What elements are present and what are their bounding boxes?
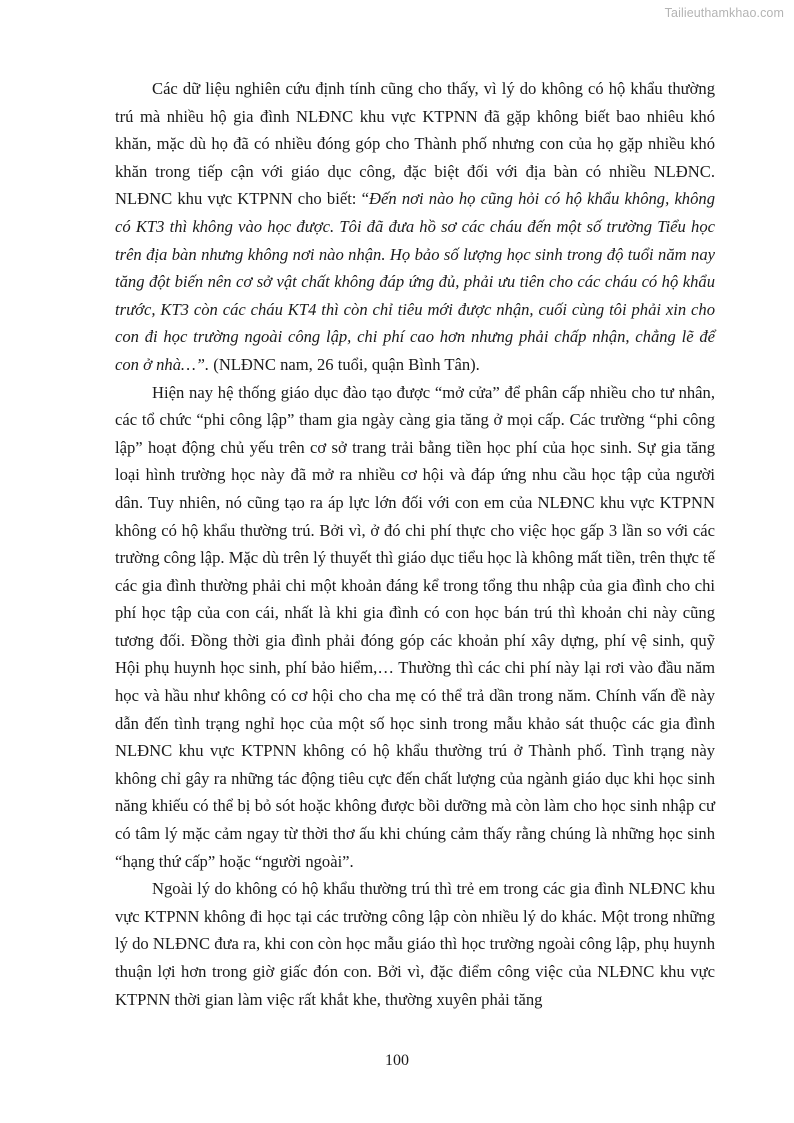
paragraph-3: Ngoài lý do không có hộ khẩu thường trú thì trẻ em trong các gia đình NLĐNC khu vực KTPNN không đi học tại các trường công lập còn nhiều lý do khác. Một trong những lý do NLĐNC đưa ra, khi con còn học mẫu giáo thì học trường ngoài công lập, phụ huynh thuận lợi hơn trong giờ giấc đón con. Bởi vì, đặc điểm công việc của NLĐNC khu vực KTPNN thời gian làm việc rất khắt khe, thường xuyên phải tăng xyxy=(115,879,715,1009)
paragraph-1 xyxy=(115,75,715,379)
watermark-text: Tailieuthamkhao.com xyxy=(664,6,784,20)
page-number: 100 xyxy=(385,1052,409,1069)
paragraph-1-intro: Các dữ liệu nghiên cứu định tính cũng cho thấy, vì lý do không có hộ khẩu thường trú mà nhiều hộ gia đình NLĐNC khu vực KTPNN đã gặp không biết bao nhiêu khó khăn, mặc dù họ đã có nhiều đóng góp cho Thành phố nhưng con của họ gặp nhiều khó khăn trong tiếp cận với giáo dục công, đặc biệt đối với địa bàn có nhiều NLĐNC. NLĐNC khu vực KTPNN cho biết: “ xyxy=(115,79,715,209)
paragraph-1-attribution: (NLĐNC nam, 26 tuổi, quận Bình Tân). xyxy=(209,354,480,374)
paragraph-1-quote: Đến nơi nào họ cũng hỏi có hộ khẩu không, không có KT3 thì không vào học được. Tôi đã đưa hồ sơ các cháu đến một số trường Tiểu học trên địa bàn nhưng không nơi nào nhận. Họ bảo số lượng học sinh trong độ tuổi năm nay tăng đột biến nên cơ sở vật chất không đáp ứng đủ, phải ưu tiên cho các cháu có hộ khẩu trước, KT3 còn các cháu KT4 thì còn chỉ tiêu mới được nhận, cuối cùng tôi phải xin cho con đi học trường ngoài công lập, chi phí cao hơn nhưng phải chấp nhận, chẳng lẽ để con ở nhà…”. xyxy=(115,189,715,374)
paragraph-2: Hiện nay hệ thống giáo dục đào tạo được “mở cửa” để phân cấp nhiều cho tư nhân, các tổ chức “phi công lập” tham gia ngày càng gia tăng ở mọi cấp. Các trường “phi công lập” hoạt động chủ yếu trên cơ sở trang trải bằng tiền học phí của học sinh. Sự gia tăng loại hình trường học này đã mở ra nhiều cơ hội và đáp ứng nhu cầu học tập của người dân. Tuy nhiên, nó cũng tạo ra áp lực lớn đối với con em của NLĐNC khu vực KTPNN không có hộ khẩu thường trú. Bởi vì, ở đó chi phí thực cho việc học gấp 3 lần so với các trường công lập. Mặc dù trên lý thuyết thì giáo dục tiểu học là không mất tiền, trên thực tế các gia đình thường phải chi một khoản đáng kể trong tổng thu nhập của gia đình cho chi phí học tập của con cái, nhất là khi gia đình có con học bán trú thì khoản chi này cũng tương đối. Đồng thời gia đình phải đóng góp các khoản phí xây dựng, phí vệ sinh, quỹ Hội phụ huynh học sinh, phí bảo hiểm,… Thường thì các chi phí này lại rơi vào đầu năm học và hầu như không có cơ hội cho cha mẹ có thể trả dần trong năm. Chính vấn đề này dẫn đến tình trạng nghỉ học của một số học sinh trong mẫu khảo sát thuộc các gia đình NLĐNC khu vực KTPNN không có hộ khẩu thường trú ở Thành phố. Tình trạng này không chỉ gây ra những tác động tiêu cực đến chất lượng của ngành giáo dục khi học sinh năng khiếu có thể bị bỏ sót hoặc không được bồi dưỡng mà còn làm cho học sinh nhập cư có tâm lý mặc cảm ngay từ thời thơ ấu khi chúng cảm thấy rằng chúng là những học sinh “hạng thứ cấp” hoặc “người ngoài”. xyxy=(115,382,715,871)
document-body xyxy=(115,75,715,1013)
